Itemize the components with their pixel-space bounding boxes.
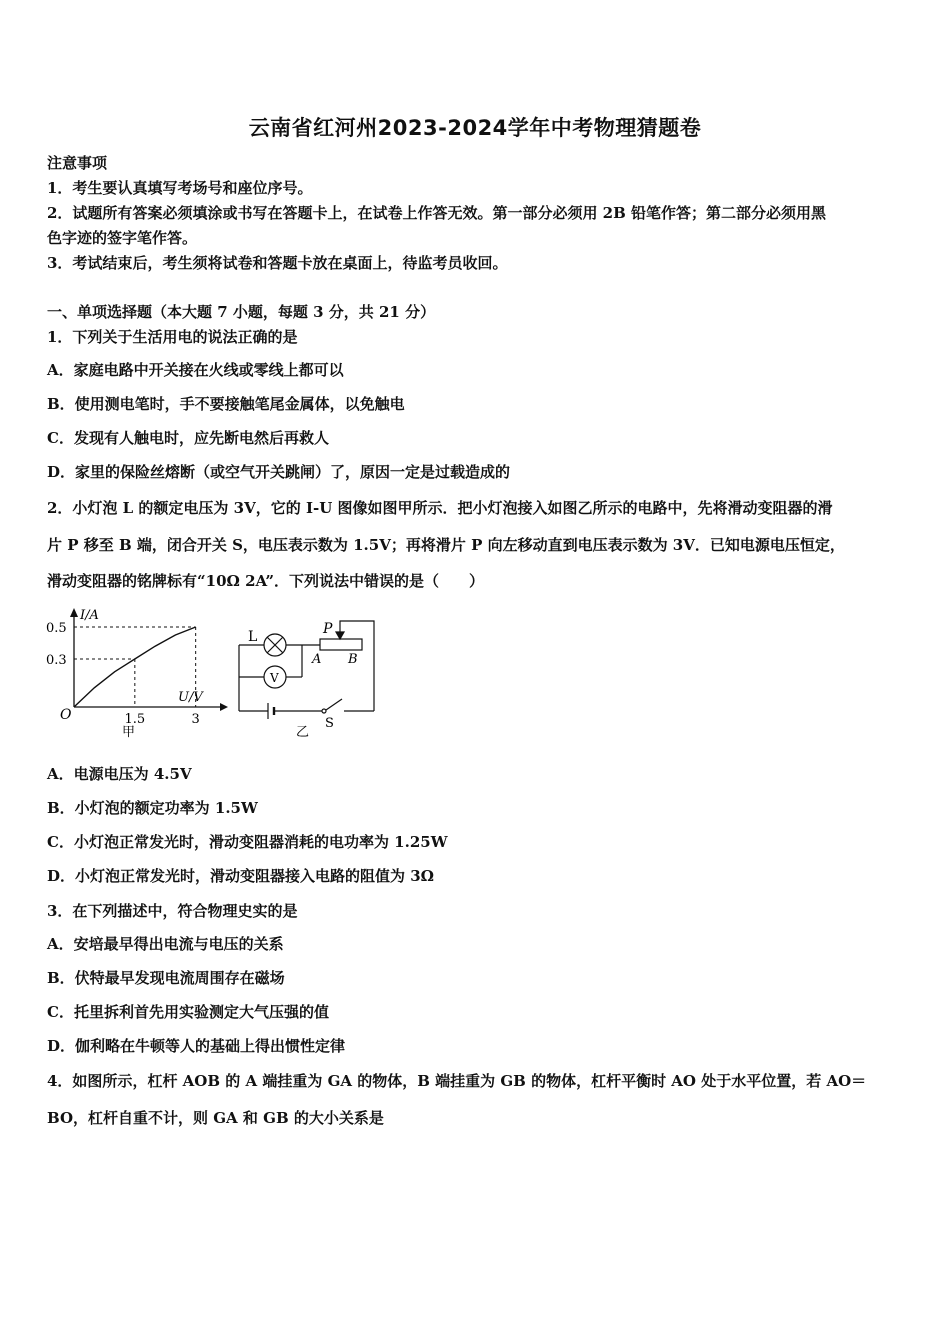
question-1-option-c[interactable]: C．发现有人触电时，应先断电然后再救人	[47, 429, 329, 447]
question-2-option-c[interactable]: C．小灯泡正常发光时，滑动变阻器消耗的电功率为 1.25W	[47, 833, 448, 851]
question-1-option-d[interactable]: D．家里的保险丝熔断（或空气开关跳闸）了，原因一定是过载造成的	[47, 463, 511, 481]
graph-caption: 甲	[122, 725, 136, 740]
question-1-option-b[interactable]: B．使用测电笔时，手不要接触笔尾金属体，以免触电	[47, 395, 405, 413]
question-2-option-d[interactable]: D．小灯泡正常发光时，滑动变阻器接入电路的阻值为 3Ω	[47, 867, 435, 885]
question-1-option-a[interactable]: A．家庭电路中开关接在火线或零线上都可以	[47, 361, 344, 379]
y-tick-label: 0.3	[46, 653, 67, 668]
lamp-label: L	[248, 629, 258, 645]
switch-icon	[322, 709, 326, 713]
voltmeter-label: V	[270, 671, 279, 685]
notice-item: 色字迹的签字笔作答。	[47, 229, 198, 247]
y-axis-label: I/A	[80, 608, 99, 623]
question-4-stem: BO，杠杆自重不计，则 GA 和 GB 的大小关系是	[47, 1109, 384, 1127]
question-3-option-c[interactable]: C．托里拆利首先用实验测定大气压强的值	[47, 1003, 329, 1021]
x-axis-label: U/V	[178, 690, 203, 705]
circuit-diagram	[239, 621, 374, 719]
y-tick-label: 0.5	[46, 621, 67, 636]
end-a-label: A	[312, 652, 322, 667]
question-2-stem: 2．小灯泡 L 的额定电压为 3V，它的 I-U 图像如图甲所示．把小灯泡接入如图乙所示的电路中，先将滑动变阻器的滑	[47, 499, 833, 517]
question-2-stem: 片 P 移至 B 端，闭合开关 S，电压表示数为 1.5V；再将滑片 P 向左移动直到电压表示数为 3V．已知电源电压恒定，	[47, 536, 845, 554]
question-4-stem: 4．如图所示，杠杆 AOB 的 A 端挂重为 GA 的物体，B 端挂重为 GB 的物体，杠杆平衡时 AO 处于水平位置，若 AO＝	[47, 1072, 867, 1090]
section-heading: 一、单项选择题（本大题 7 小题，每题 3 分，共 21 分）	[47, 303, 436, 321]
question-3-option-a[interactable]: A．安培最早得出电流与电压的关系	[47, 935, 284, 953]
end-b-label: B	[348, 652, 358, 667]
switch-icon	[326, 699, 342, 710]
question-2-figure	[40, 605, 400, 745]
question-2-option-b[interactable]: B．小灯泡的额定功率为 1.5W	[47, 799, 258, 817]
page-title: 云南省红河州2023-2024学年中考物理猜题卷	[248, 116, 702, 140]
x-tick-label: 1.5	[124, 712, 146, 727]
notice-item: 3．考试结束后，考生须将试卷和答题卡放在桌面上，待监考员收回。	[47, 254, 508, 272]
slider-arrow-icon	[336, 632, 344, 639]
notice-item: 1．考生要认真填写考场号和座位序号。	[47, 179, 313, 197]
switch-label: S	[325, 716, 334, 731]
question-1-stem: 1．下列关于生活用电的说法正确的是	[47, 328, 298, 346]
question-3-option-d[interactable]: D．伽利略在牛顿等人的基础上得出惯性定律	[47, 1037, 346, 1055]
origin-label: O	[60, 707, 72, 723]
notice-heading: 注意事项	[47, 154, 108, 172]
iu-graph	[46, 608, 228, 740]
notice-item: 2．试题所有答案必须填涂或书写在答题卡上，在试卷上作答无效。第一部分必须用 2B 铅笔作答；第二部分必须用黑	[47, 204, 827, 222]
question-2-stem: 滑动变阻器的铭牌标有“10Ω 2A”．下列说法中错误的是（ ）	[47, 572, 485, 590]
circuit-caption: 乙	[296, 725, 310, 740]
question-3-stem: 3．在下列描述中，符合物理史实的是	[47, 902, 298, 920]
rheostat-icon	[320, 639, 362, 650]
y-axis-arrow	[70, 608, 78, 617]
figure-svg	[40, 605, 400, 745]
slider-label: P	[323, 621, 333, 637]
question-2-option-a[interactable]: A．电源电压为 4.5V	[47, 765, 192, 783]
question-3-option-b[interactable]: B．伏特最早发现电流周围存在磁场	[47, 969, 285, 987]
x-tick-label: 3	[191, 712, 200, 727]
x-axis-arrow	[220, 703, 228, 711]
